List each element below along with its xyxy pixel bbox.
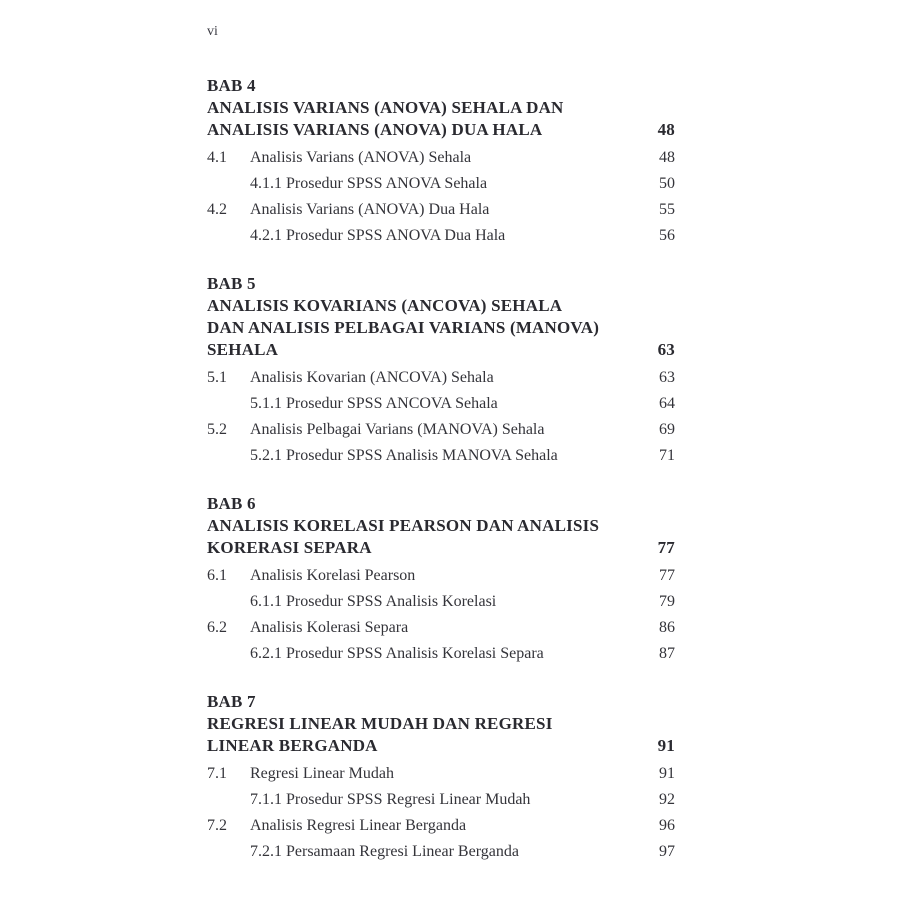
document-page bbox=[207, 0, 675, 865]
chapter-heading-text: ANALISIS KORELASI PEARSON DAN ANALISIS bbox=[207, 516, 600, 535]
chapter-heading-line bbox=[207, 339, 675, 361]
chapter-block bbox=[207, 493, 675, 667]
toc-item-title: Analisis Varians (ANOVA) Dua Hala bbox=[250, 201, 490, 218]
toc-item-page: 92 bbox=[659, 791, 675, 808]
toc-item-row bbox=[207, 171, 675, 197]
chapter-heading-text: LINEAR BERGANDA bbox=[207, 736, 378, 755]
chapter-heading-text: ANALISIS KOVARIANS (ANCOVA) SEHALA bbox=[207, 296, 563, 315]
chapter-heading-text: KORERASI SEPARA bbox=[207, 538, 372, 557]
toc-item-title: Analisis Varians (ANOVA) Sehala bbox=[250, 149, 472, 166]
chapter-heading-line bbox=[207, 713, 675, 735]
toc-item-title: Regresi Linear Mudah bbox=[250, 765, 394, 782]
chapter-heading-text: BAB 4 bbox=[207, 76, 256, 95]
toc-item-number: 6.1 bbox=[207, 567, 227, 584]
chapter-heading-text: SEHALA bbox=[207, 340, 279, 359]
page-folio: vi bbox=[207, 24, 218, 39]
toc-item-page: 96 bbox=[659, 817, 675, 834]
toc-item-page: 48 bbox=[659, 149, 675, 166]
toc-item-row bbox=[207, 391, 675, 417]
chapter-heading bbox=[207, 493, 675, 559]
chapter-items bbox=[207, 365, 675, 469]
toc-item-page: 77 bbox=[659, 567, 675, 584]
chapter-heading bbox=[207, 691, 675, 757]
toc-item-row bbox=[207, 813, 675, 839]
toc-item-row bbox=[207, 761, 675, 787]
toc-item-row bbox=[207, 223, 675, 249]
chapter-heading-line bbox=[207, 515, 675, 537]
toc-item-number: 4.1 bbox=[207, 149, 227, 166]
toc-item-page: 64 bbox=[659, 395, 675, 412]
toc-item-page: 91 bbox=[659, 765, 675, 782]
toc-item-page: 79 bbox=[659, 593, 675, 610]
chapter-heading-line bbox=[207, 317, 675, 339]
toc-item-title: 7.2.1 Persamaan Regresi Linear Berganda bbox=[250, 843, 519, 860]
toc-item-row bbox=[207, 615, 675, 641]
toc-item-row bbox=[207, 145, 675, 171]
toc-item-page: 69 bbox=[659, 421, 675, 438]
toc-item-page: 87 bbox=[659, 645, 675, 662]
chapter-heading bbox=[207, 273, 675, 361]
toc-item-row bbox=[207, 443, 675, 469]
chapter-block bbox=[207, 75, 675, 249]
toc-item-row bbox=[207, 417, 675, 443]
chapter-heading-text: ANALISIS VARIANS (ANOVA) SEHALA DAN bbox=[207, 98, 564, 117]
toc-item-number: 7.2 bbox=[207, 817, 227, 834]
toc-item-title: 4.1.1 Prosedur SPSS ANOVA Sehala bbox=[250, 175, 488, 192]
chapter-heading-text: ANALISIS VARIANS (ANOVA) DUA HALA bbox=[207, 120, 543, 139]
chapter-heading-page: 48 bbox=[657, 120, 675, 139]
toc-item-row bbox=[207, 197, 675, 223]
chapter-heading-line bbox=[207, 295, 675, 317]
toc-item-number: 5.1 bbox=[207, 369, 227, 386]
toc-item-title: 7.1.1 Prosedur SPSS Regresi Linear Mudah bbox=[250, 791, 531, 808]
chapter-heading-page: 63 bbox=[657, 340, 675, 359]
chapter-block bbox=[207, 691, 675, 865]
toc-item-number: 6.2 bbox=[207, 619, 227, 636]
chapter-items bbox=[207, 145, 675, 249]
toc-item-title: 6.2.1 Prosedur SPSS Analisis Korelasi Separa bbox=[250, 645, 544, 662]
chapter-heading-page: 77 bbox=[657, 538, 675, 557]
toc-item-page: 86 bbox=[659, 619, 675, 636]
chapter-heading-line bbox=[207, 735, 675, 757]
chapter-heading-line bbox=[207, 493, 675, 515]
toc-item-title: Analisis Kolerasi Separa bbox=[250, 619, 409, 636]
table-of-contents bbox=[207, 75, 675, 865]
toc-item-title: Analisis Korelasi Pearson bbox=[250, 567, 416, 584]
toc-item-page: 97 bbox=[659, 843, 675, 860]
toc-item-page: 63 bbox=[659, 369, 675, 386]
toc-item-row bbox=[207, 641, 675, 667]
toc-item-title: Analisis Regresi Linear Berganda bbox=[250, 817, 467, 834]
toc-item-title: 5.2.1 Prosedur SPSS Analisis MANOVA Sehala bbox=[250, 447, 558, 464]
chapter-items bbox=[207, 761, 675, 865]
chapter-heading-line bbox=[207, 97, 675, 119]
chapter-heading-text: BAB 7 bbox=[207, 692, 256, 711]
toc-item-title: 4.2.1 Prosedur SPSS ANOVA Dua Hala bbox=[250, 227, 506, 244]
toc-item-row bbox=[207, 787, 675, 813]
chapter-block bbox=[207, 273, 675, 469]
chapter-items bbox=[207, 563, 675, 667]
chapter-heading-line bbox=[207, 537, 675, 559]
chapter-heading-line bbox=[207, 273, 675, 295]
chapter-heading-line bbox=[207, 75, 675, 97]
chapter-heading-page: 91 bbox=[657, 736, 675, 755]
toc-item-title: Analisis Pelbagai Varians (MANOVA) Sehala bbox=[250, 421, 545, 438]
toc-item-number: 5.2 bbox=[207, 421, 227, 438]
chapter-heading-text: BAB 6 bbox=[207, 494, 256, 513]
toc-item-number: 4.2 bbox=[207, 201, 227, 218]
toc-item-row bbox=[207, 563, 675, 589]
chapter-heading-text: BAB 5 bbox=[207, 274, 256, 293]
toc-item-page: 56 bbox=[659, 227, 675, 244]
toc-item-title: 6.1.1 Prosedur SPSS Analisis Korelasi bbox=[250, 593, 497, 610]
toc-item-row bbox=[207, 589, 675, 615]
toc-item-row bbox=[207, 365, 675, 391]
chapter-heading-text: DAN ANALISIS PELBAGAI VARIANS (MANOVA) bbox=[207, 318, 600, 337]
toc-item-page: 71 bbox=[659, 447, 675, 464]
toc-item-title: Analisis Kovarian (ANCOVA) Sehala bbox=[250, 369, 494, 386]
toc-item-title: 5.1.1 Prosedur SPSS ANCOVA Sehala bbox=[250, 395, 498, 412]
chapter-heading-text: REGRESI LINEAR MUDAH DAN REGRESI bbox=[207, 714, 553, 733]
toc-item-page: 50 bbox=[659, 175, 675, 192]
toc-item-number: 7.1 bbox=[207, 765, 227, 782]
chapter-heading-line bbox=[207, 691, 675, 713]
toc-item-page: 55 bbox=[659, 201, 675, 218]
chapter-heading bbox=[207, 75, 675, 141]
toc-item-row bbox=[207, 839, 675, 865]
chapter-heading-line bbox=[207, 119, 675, 141]
